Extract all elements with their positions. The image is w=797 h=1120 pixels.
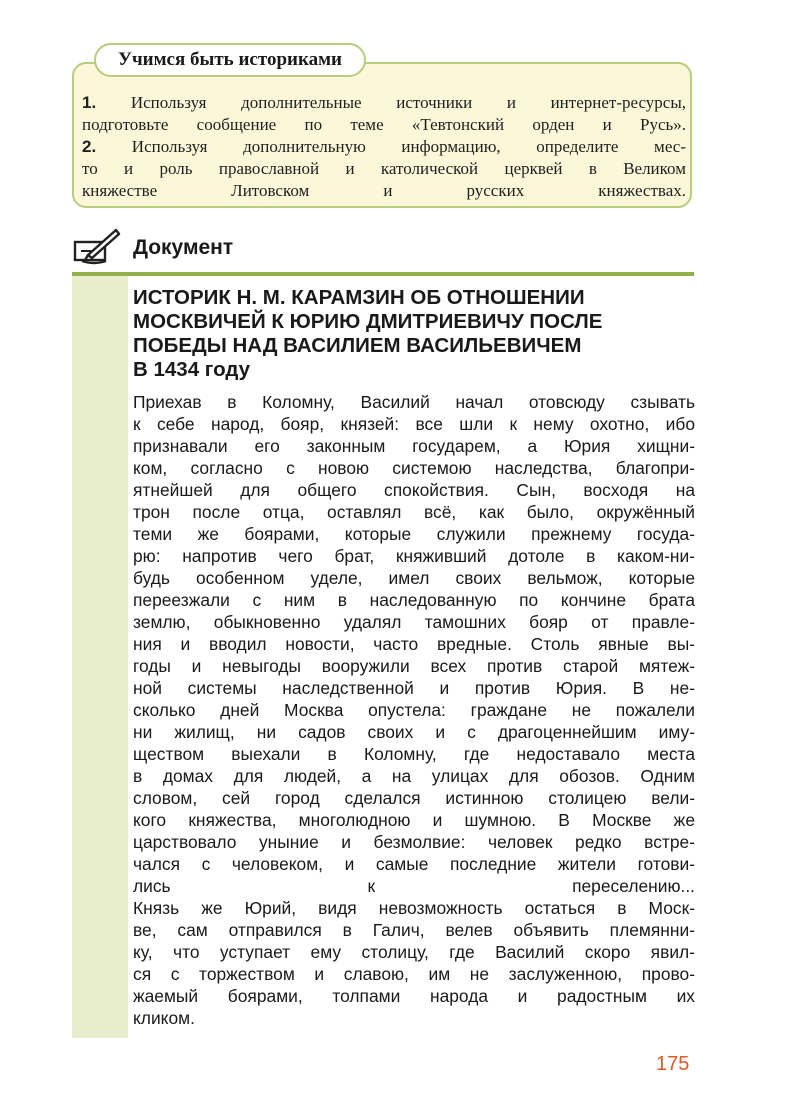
paragraph-1-line: ществом выехали в Коломну, где недоставало места — [133, 744, 695, 764]
paragraph-1-line: ни жилищ, ни садов своих и с драгоценнейшим иму- — [133, 722, 695, 742]
paragraph-2-line: ся с торжеством и славою, им не заслуженною, прово- — [133, 964, 695, 984]
paragraph-1-line: трон после отца, оставлял всё, как было, окружённый — [133, 502, 695, 522]
paragraph-1-line: словом, сей город сделался истинною столицею вели- — [133, 788, 695, 808]
task-item-2-line-2: то и роль православной и католической церквей в Великом — [82, 159, 686, 178]
document-divider — [72, 272, 694, 276]
paragraph-1-line: лись к переселению... — [133, 876, 695, 896]
document-quill-icon — [72, 226, 122, 266]
document-title-line-4: В 1434 году — [133, 358, 250, 381]
task-item-2-number: 2. — [82, 137, 97, 156]
paragraph-1-line: переезжали с ним в наследованную по кончине брата — [133, 590, 695, 610]
task-list — [82, 92, 686, 202]
page-number: 175 — [656, 1053, 690, 1075]
document-title-line-3: ПОБЕДЫ НАД ВАСИЛИЕМ ВАСИЛЬЕВИЧЕМ — [133, 334, 582, 357]
paragraph-2-line: кликом. — [133, 1008, 195, 1028]
task-item-1-number: 1. — [82, 93, 97, 112]
document-title-line-1: ИСТОРИК Н. М. КАРАМЗИН ОБ ОТНОШЕНИИ — [133, 286, 585, 309]
paragraph-1-line: рю: напротив чего брат, княживший дотоле в каком-ни- — [133, 546, 695, 566]
paragraph-1-line: будь особенном уделе, имел своих вельмож, которые — [133, 568, 695, 588]
paragraph-1-line: годы и невыгоды вооружили всех против старой мятеж- — [133, 656, 695, 676]
document-title-line-2: МОСКВИЧЕЙ К ЮРИЮ ДМИТРИЕВИЧУ ПОСЛЕ — [133, 310, 603, 333]
paragraph-1-line: ятнейшей для общего спокойствия. Сын, восходя на — [133, 480, 695, 500]
task-item-2 — [82, 136, 686, 202]
task-item-1 — [82, 92, 686, 136]
task-item-1-line-1: Используя дополнительные источники и интернет-ресурсы, — [130, 93, 686, 112]
paragraph-2-line: жаемый боярами, толпами народа и радостным их — [133, 986, 695, 1006]
paragraph-1-line: Приехав в Коломну, Василий начал отовсюду сзывать — [133, 392, 695, 412]
task-item-2-line-1: Используя дополнительную информацию, определите мес- — [131, 137, 686, 156]
paragraph-1-line: кого княжества, многолюдною и шумною. В Москве же — [133, 810, 695, 830]
document-title — [133, 286, 693, 382]
document-heading: Документ — [133, 236, 234, 259]
task-item-1-line-2: подготовьте сообщение по теме «Тевтонский орден и Русь». — [82, 115, 686, 134]
paragraph-2-line: ку, что уступает ему столицу, где Василий скоро явил- — [133, 942, 695, 962]
paragraph-1-line: землю, обыкновенно удалял тамошних бояр от правле- — [133, 612, 695, 632]
document-side-panel — [72, 276, 128, 1038]
paragraph-1-line: сколько дней Москва опустела: граждане не пожалели — [133, 700, 695, 720]
paragraph-1-line: к себе народ, бояр, князей: все шли к нему охотно, ибо — [133, 414, 695, 434]
paragraph-1-line: теми же боярами, которые служили прежнему госуда- — [133, 524, 695, 544]
paragraph-1-line: ной системы наследственной и против Юрия. В не- — [133, 678, 695, 698]
paragraph-1-line: признавали его законным государем, а Юрия хищни- — [133, 436, 695, 456]
paragraph-1-line: чался с человеком, и самые последние жители готови- — [133, 854, 695, 874]
paragraph-1-line: царствовало уныние и безмолвие: человек редко встре- — [133, 832, 695, 852]
document-body — [133, 391, 695, 1029]
paragraph-1-line: ния и вводил новости, часто вредные. Столь явные вы- — [133, 634, 695, 654]
paragraph-2-line: Князь же Юрий, видя невозможность остаться в Моск- — [133, 898, 695, 918]
task-item-2-line-3: княжестве Литовском и русских княжествах. — [82, 181, 686, 200]
document-paragraph-1 — [133, 391, 695, 897]
paragraph-1-line: ком, согласно с новою системою наследства, благопри- — [133, 458, 695, 478]
task-box-title: Учимся быть историками — [94, 43, 366, 77]
paragraph-1-line: в домах для людей, а на улицах для обозов. Одним — [133, 766, 695, 786]
paragraph-2-line: ве, сам отправился в Галич, велев объявить племянни- — [133, 920, 695, 940]
document-paragraph-2 — [133, 897, 695, 1029]
